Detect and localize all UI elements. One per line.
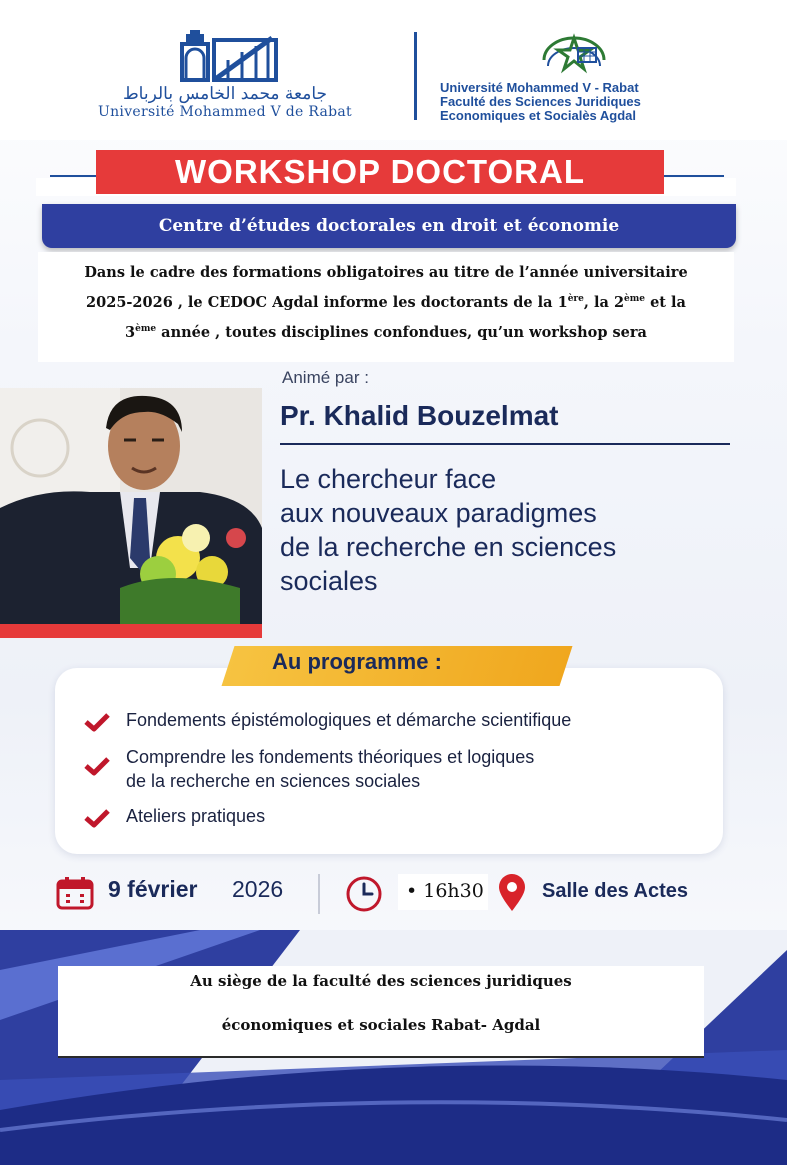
event-place: Salle des Actes — [542, 880, 689, 902]
info-divider — [318, 874, 320, 914]
intro-fragment: année , toutes disciplines confondues, qu’un workshop sera — [156, 324, 647, 341]
event-time: • 16h30 — [406, 880, 484, 902]
address-line: Au siège de la faculté des sciences juridiques — [190, 972, 572, 990]
intro-superscript: ème — [624, 294, 646, 305]
intro-fragment: et la — [645, 294, 686, 311]
programme-item-line: Fondements épistémologiques et démarche scientifique — [126, 710, 572, 730]
centre-name: Centre d’études doctorales en droit et économie — [158, 216, 620, 236]
intro-superscript: ème — [135, 324, 157, 335]
clock-icon — [344, 874, 384, 914]
banner-rule — [50, 175, 96, 177]
talk-title-line: de la recherche en sciences — [280, 532, 617, 562]
talk-title — [280, 462, 740, 598]
university-name-latin: Université Mohammed V de Rabat — [98, 104, 352, 120]
check-icon — [84, 712, 110, 732]
event-year: 2026 — [232, 876, 284, 902]
speaker-label: Animé par : — [282, 368, 369, 387]
speaker-photo — [0, 388, 262, 638]
header-divider — [414, 32, 417, 120]
university-name-arabic: جامعة محمد الخامس بالرباط — [122, 84, 328, 104]
programme-item-line: Comprendre les fondements théoriques et logiques — [126, 747, 535, 767]
intro-box — [38, 252, 734, 362]
university-logo — [180, 30, 280, 82]
faculty-name-line: Faculté des Sciences Juridiques — [440, 94, 641, 109]
programme-item — [126, 708, 571, 732]
check-icon — [84, 808, 110, 828]
programme-item-line: de la recherche en sciences sociales — [126, 771, 421, 791]
workshop-title: WORKSHOP DOCTORAL — [175, 153, 585, 190]
faculty-name-line: Université Mohammed V - Rabat — [440, 80, 639, 95]
intro-line — [50, 288, 722, 318]
talk-title-line: sociales — [280, 566, 378, 596]
programme-title: Au programme : — [272, 649, 442, 674]
intro-fragment: 3 — [125, 324, 136, 341]
banner-rule — [664, 175, 724, 177]
intro-line: Dans le cadre des formations obligatoires au titre de l’année universitaire — [84, 264, 688, 281]
intro-paragraph — [50, 258, 722, 348]
workshop-banner — [96, 150, 664, 194]
intro-line — [50, 318, 722, 348]
talk-title-line: aux nouveaux paradigmes — [280, 498, 597, 528]
intro-fragment: , la 2 — [583, 294, 625, 311]
intro-superscript: ère — [567, 294, 584, 305]
event-date: 9 février — [108, 876, 198, 902]
calendar-icon — [56, 876, 94, 910]
centre-bar — [42, 204, 736, 248]
programme-item — [126, 804, 265, 828]
speaker-underline — [280, 443, 730, 445]
talk-title-line: Le chercheur face — [280, 464, 497, 494]
faculty-logo — [538, 30, 610, 78]
check-icon — [84, 756, 110, 776]
speaker-name: Pr. Khalid Bouzelmat — [280, 400, 559, 431]
programme-item — [126, 745, 534, 793]
location-pin-icon — [498, 874, 526, 912]
programme-item-line: Ateliers pratiques — [126, 806, 266, 826]
intro-fragment: 2025-2026 , le CEDOC Agdal informe les doctorants de la 1 — [86, 294, 568, 311]
faculty-name-line: Economiques et Socialès Agdal — [440, 108, 637, 123]
address-line: économiques et sociales Rabat- Agdal — [221, 1016, 541, 1034]
